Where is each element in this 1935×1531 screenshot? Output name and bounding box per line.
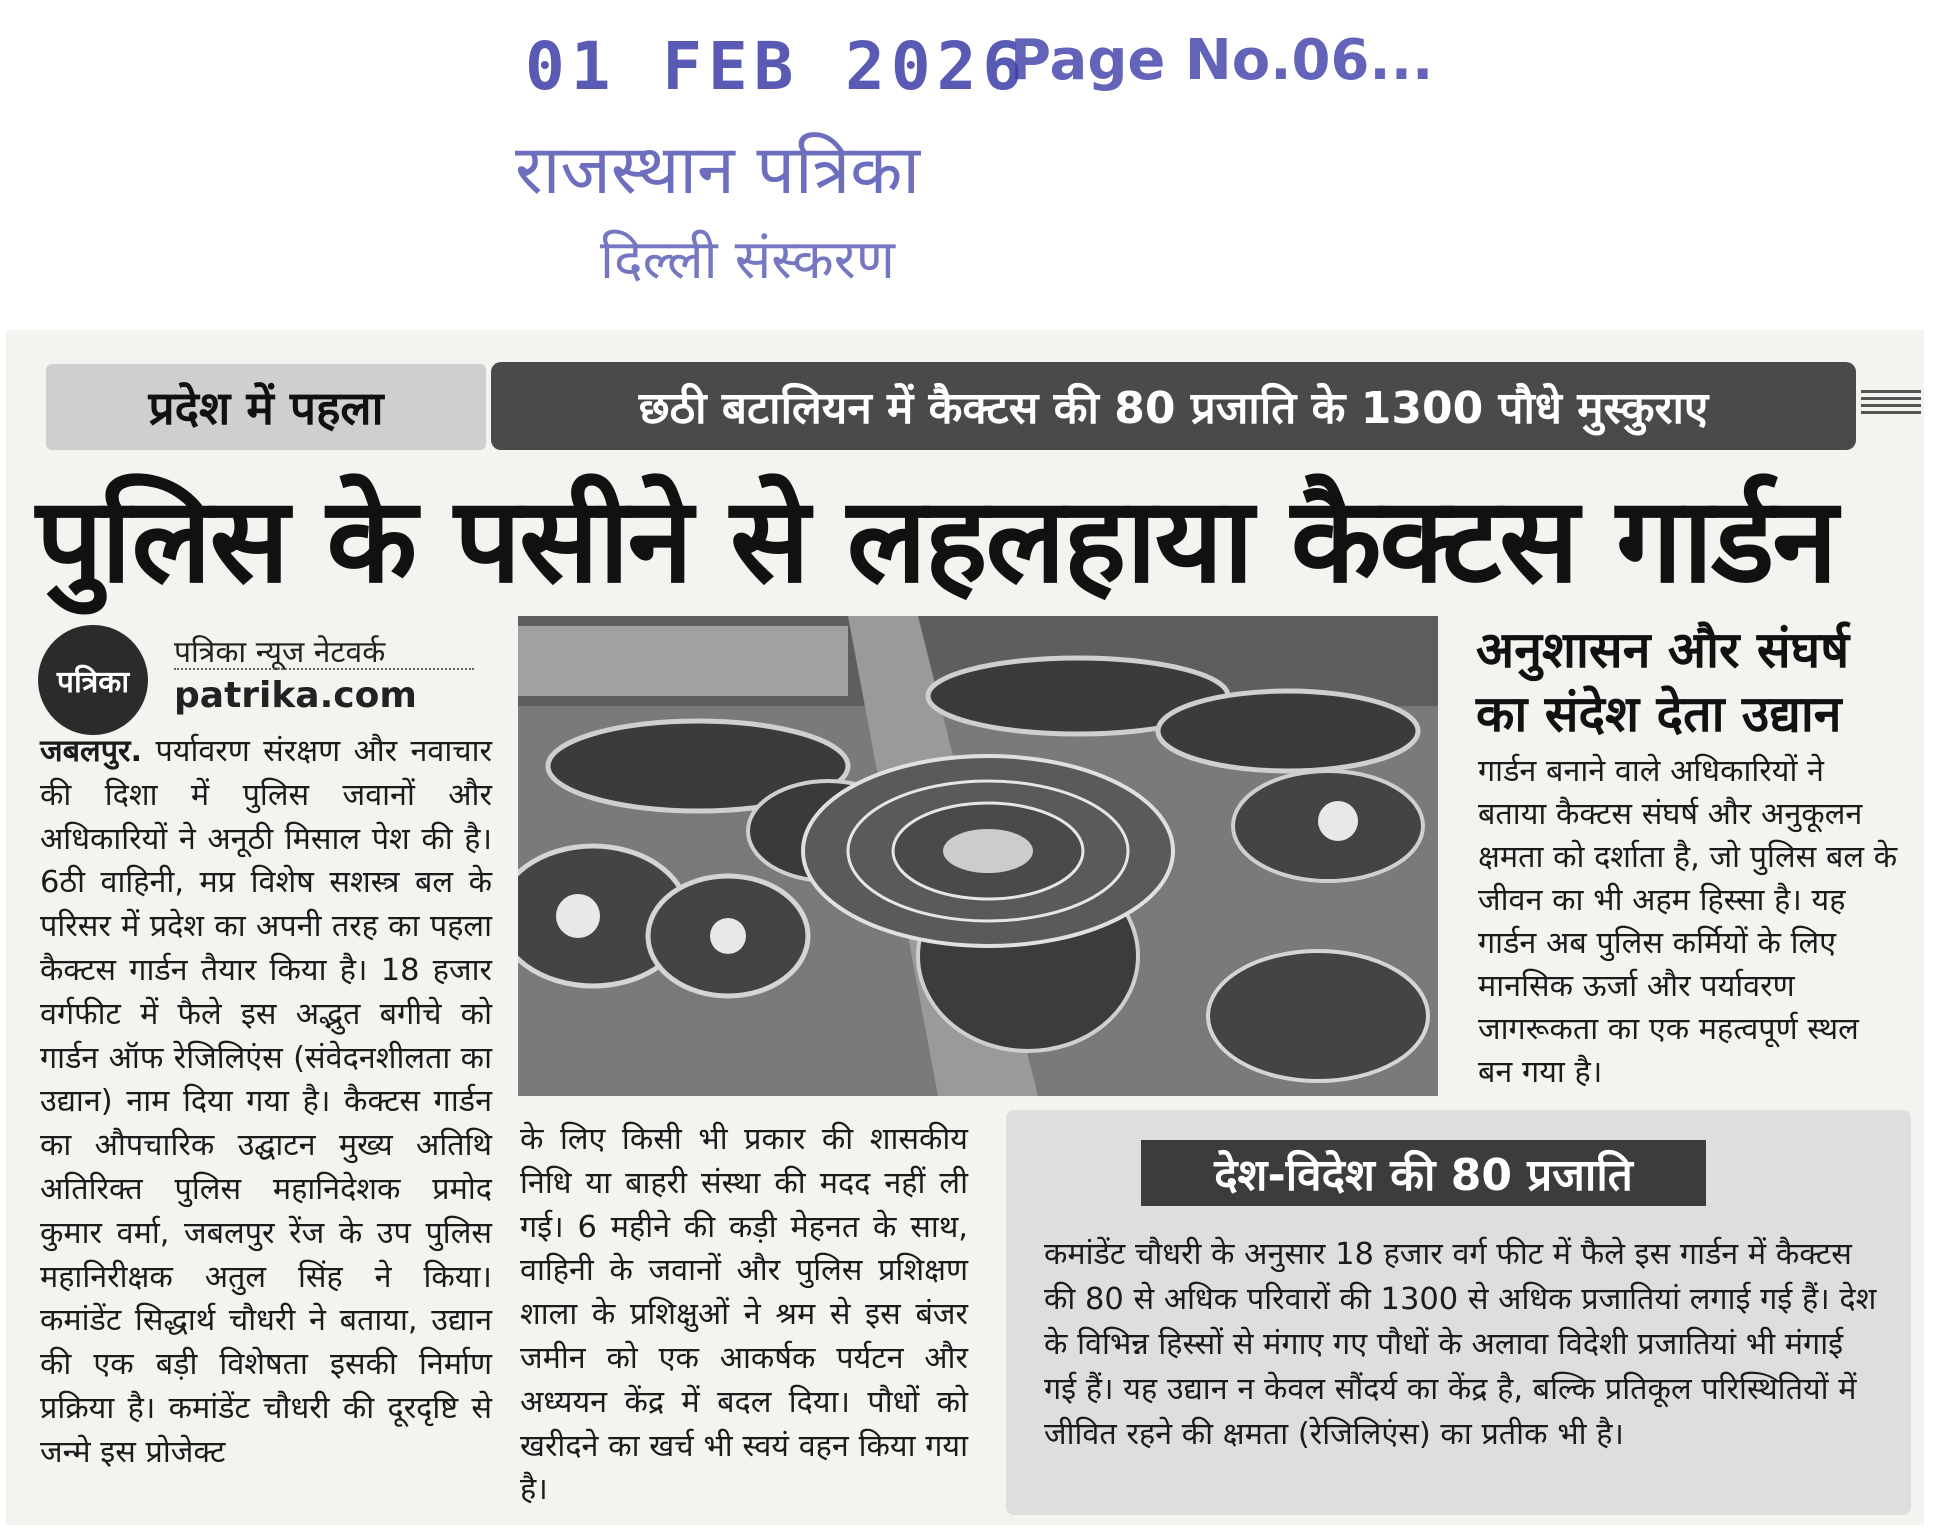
patrika-logo: पत्रिका [38,625,148,735]
stamp-page-number: Page No.06... [1010,28,1434,93]
body-text-1: पर्यावरण संरक्षण और नवाचार की दिशा में पुलिस जवानों और अधिकारियों ने अनूठी मिसाल पेश की है। 6ठी वाहिनी, मप्र विशेष सशस्त्र बल के परिसर में प्रदेश का अपनी तरह का पहला कैक्टस गार्डन तैयार किया है। 18 हजार वर्गफीट में फैले इस अद्भुत बगीचे को गार्डन ऑफ रेजिलिएंस (संवेदनशीलता का उद्यान) नाम दिया गया है। कैक्टस गार्डन का औपचारिक उद्घाटन मुख्य अतिथि अतिरिक्त पुलिस महानिदेशक प्रमोद कुमार वर्मा, जबलपुर रेंज के उप पुलिस महानिरीक्षक अतुल सिंह ने किया। कमांडेंट सिद्धार्थ चौधरी ने बताया, उद्यान की एक बड़ी विशेषता इसकी निर्माण प्रक्रिया है। कमांडेंट चौधरी की दूरदृष्टि से जन्मे इस प्रोजेक्ट [40,734,492,1470]
garden-aerial-image [518,616,1438,1096]
stamp-newspaper-name: राजस्थान पत्रिका [515,131,920,210]
main-headline: पुलिस के पसीने से लहलहाया कैक्टस गार्डन [36,470,1836,609]
info-box-title: देश-विदेश की 80 प्रजाति [1141,1140,1706,1206]
byline-divider [174,668,474,670]
kicker-label: प्रदेश में पहला [46,364,486,450]
newspaper-clipping [6,330,1924,1525]
info-box-text: कमांडेंट चौधरी के अनुसार 18 हजार वर्ग फीट में फैले इस गार्डन में कैक्टस की 80 से अधिक परिवारों की 1300 से अधिक प्रजातियां लगाई गई हैं। देश के विभिन्न हिस्सों से मंगाए गए पौधों के अलावा विदेशी प्रजातियां भी मंगाई गई हैं। यह उद्यान न केवल सौंदर्य का केंद्र है, बल्कि प्रतिकूल परिस्थितियों में जीवित रहने की क्षमता (रेजिलिएंस) का प्रतीक भी है। [1044,1237,1877,1452]
website: patrika.com [174,675,417,716]
decorative-lines [1861,390,1921,418]
dateline: जबलपुर. [40,734,143,769]
sidebar-text: गार्डन बनाने वाले अधिकारियों ने बताया कैक्टस संघर्ष और अनुकूलन क्षमता को दर्शाता है, जो पुलिस बल के जीवन का भी अहम हिस्सा है। यह गार्डन अब पुलिस कर्मियों के लिए मानसिक ऊर्जा और पर्यावरण जागरूकता का एक महत्वपूर्ण स्थल बन गया है। [1478,754,1898,1090]
byline: पत्रिका न्यूज नेटवर्क [174,635,386,670]
garden-photo [518,616,1438,1096]
stamp-edition: दिल्ली संस्करण [600,228,895,291]
body-column-2: के लिए किसी भी प्रकार की शासकीय निधि या बाहरी संस्था की मदद नहीं ली गई। 6 महीने की कड़ी मेहनत के साथ, वाहिनी के जवानों और पुलिस प्रशिक्षण शाला के प्रशिक्षुओं ने श्रम से इस बंजर जमीन को एक आकर्षक पर्यटन और अध्ययन केंद्र में बदल दिया। पौधों को खरीदने का खर्च भी स्वयं वहन किया गया है। [520,1122,968,1508]
info-box [1006,1110,1911,1515]
stamp-date: 01 FEB 2026 [525,28,1029,105]
strap-headline: छठी बटालियन में कैक्टस की 80 प्रजाति के 1300 पौधे मुस्कुराए [491,362,1856,450]
sidebar-heading: अनुशासन और संघर्ष का संदेश देता उद्यान [1476,621,1850,743]
body-column-1 [40,730,492,1475]
